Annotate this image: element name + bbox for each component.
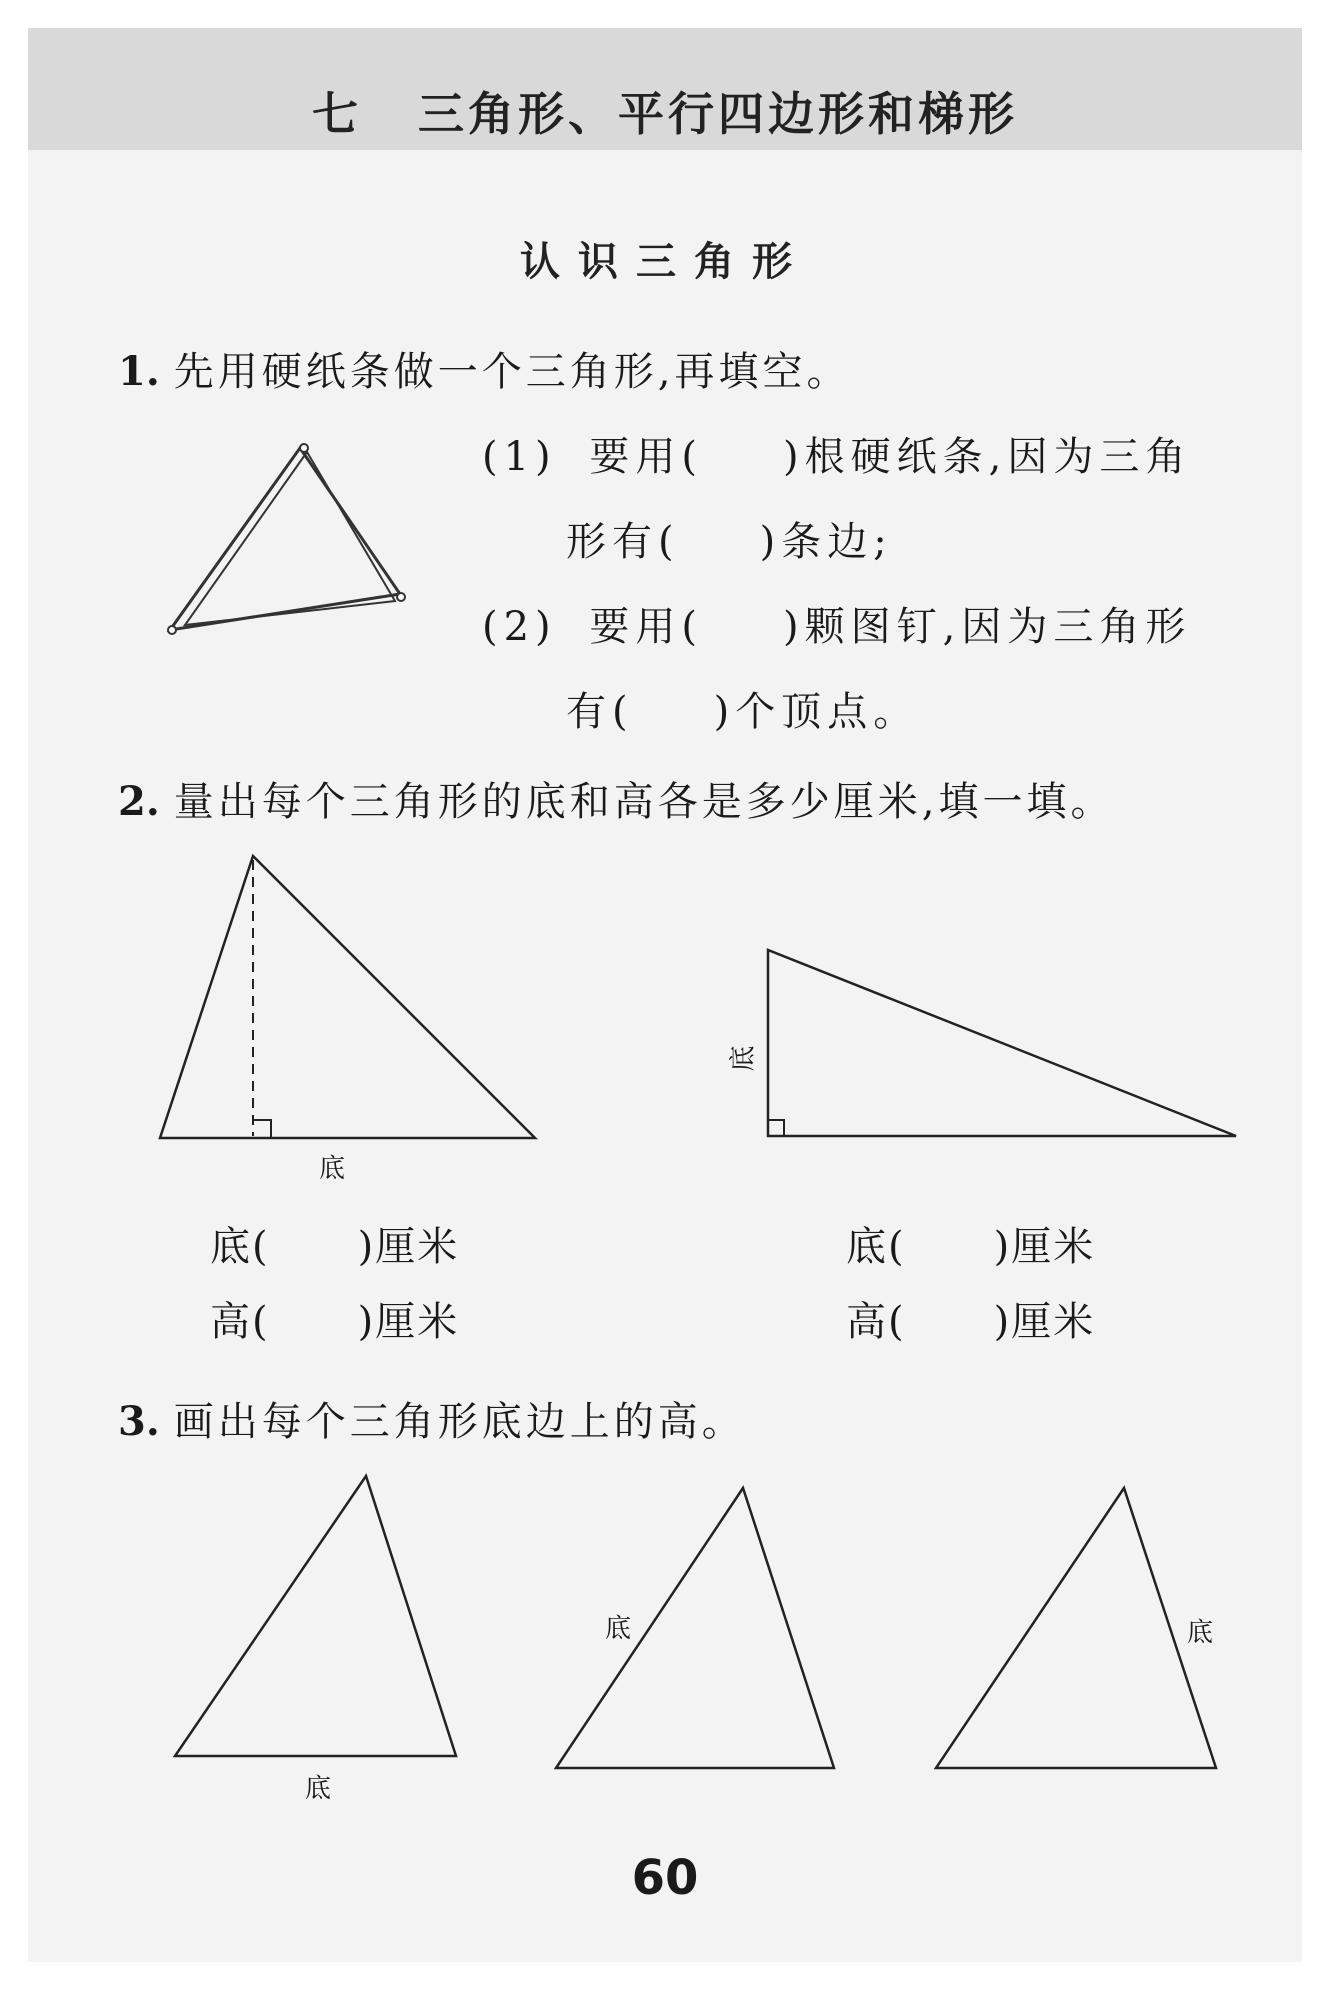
- question-number: 2.: [118, 778, 160, 825]
- section-title: 认识三角形: [520, 239, 810, 285]
- blank-suffix: )厘米: [993, 1299, 1096, 1345]
- blank-suffix: )根硬纸条,因为三角: [783, 434, 1192, 480]
- q3-triangle-1[interactable]: [175, 1476, 456, 1756]
- blank-prefix: 高(: [210, 1299, 270, 1345]
- part-label: (1): [482, 434, 557, 480]
- chapter-number: 七: [312, 87, 362, 141]
- blank-suffix: )厘米: [993, 1224, 1096, 1270]
- blank-suffix: )条边;: [759, 519, 893, 565]
- blank-suffix: )厘米: [357, 1224, 460, 1270]
- blank-suffix: )个顶点。: [713, 689, 920, 735]
- part-label: (2): [482, 604, 557, 650]
- base-label: 底: [1187, 1618, 1214, 1648]
- blank-prefix: 底(: [846, 1224, 906, 1270]
- base-label: 底: [319, 1154, 346, 1184]
- question-number: 3.: [118, 1398, 160, 1445]
- chapter-name: 三角形、平行四边形和梯形: [418, 87, 1018, 141]
- blank-suffix: )厘米: [357, 1299, 460, 1345]
- blank-prefix: 底(: [210, 1224, 270, 1270]
- base-label: 底: [605, 1614, 632, 1644]
- question-prompt: 先用硬纸条做一个三角形,再填空。: [173, 349, 851, 395]
- q3-triangle-3[interactable]: [936, 1488, 1216, 1768]
- q3-triangle-2[interactable]: [556, 1488, 834, 1768]
- page-number: 60: [631, 1850, 699, 1906]
- question-prompt: 量出每个三角形的底和高各是多少厘米,填一填。: [173, 779, 1115, 825]
- question-number: 1.: [118, 348, 160, 395]
- base-label: 底: [728, 1045, 759, 1072]
- blank-suffix: )颗图钉,因为三角形: [783, 604, 1192, 650]
- base-label: 底: [305, 1774, 332, 1804]
- question-prompt: 画出每个三角形底边上的高。: [173, 1399, 746, 1445]
- blank-prefix: 有(: [566, 689, 634, 735]
- blank-prefix: 要用(: [589, 604, 703, 650]
- blank-prefix: 高(: [846, 1299, 906, 1345]
- blank-prefix: 要用(: [589, 434, 703, 480]
- blank-prefix: 形有(: [566, 519, 680, 565]
